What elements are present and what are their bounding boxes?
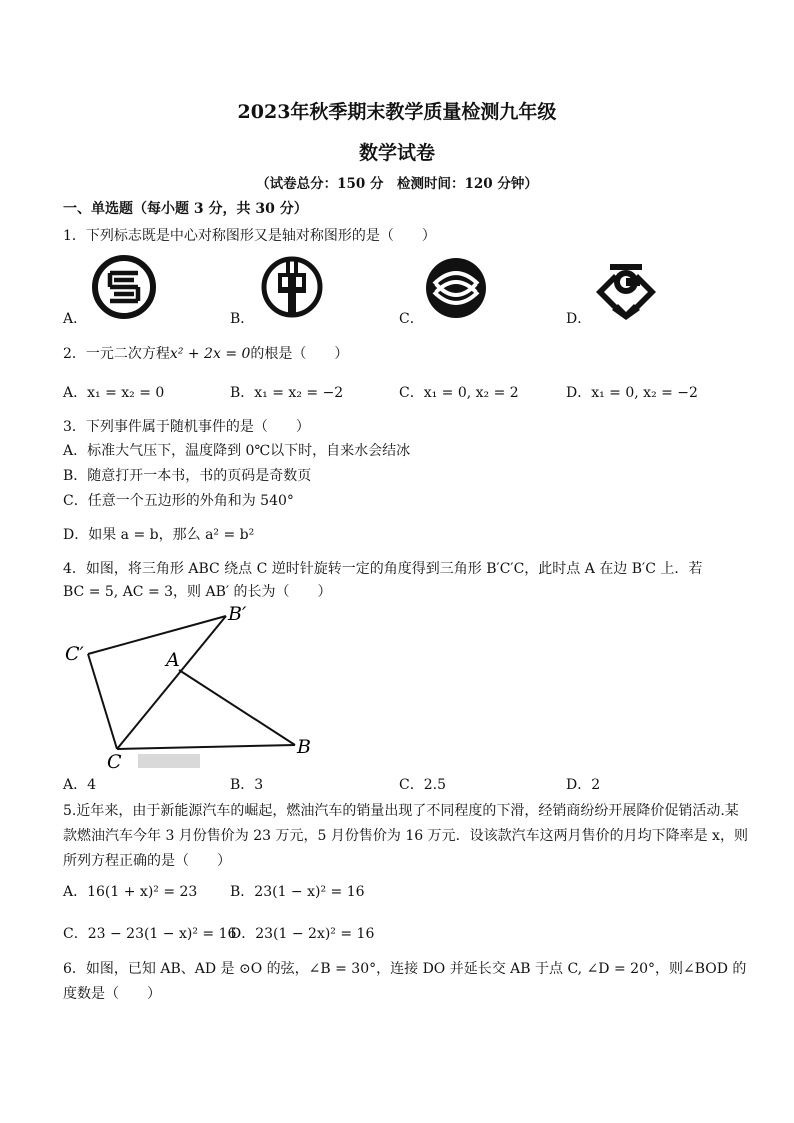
page-subtitle: 数学试卷	[358, 142, 435, 164]
exam-info: （试卷总分：150 分 检测时间：120 分钟）	[256, 176, 538, 192]
question-2-option-c[interactable]: C．x₁ = 0, x₂ = 2	[399, 385, 519, 401]
question-2-stem-prefix: 2．一元二次方程	[63, 346, 170, 362]
question-3-option-d[interactable]: D．如果 a = b，那么 a² = b²	[63, 527, 255, 543]
question-2-option-b[interactable]: B．x₁ = x₂ = −2	[230, 385, 344, 401]
question-1-option-c[interactable]: C．	[399, 311, 424, 327]
question-1-stem: 1．下列标志既是中心对称图形又是轴对称图形的是（ ）	[63, 228, 436, 244]
question-2-option-a[interactable]: A．x₁ = x₂ = 0	[63, 385, 165, 401]
question-2-stem-suffix: 的根是（ ）	[250, 346, 349, 362]
question-6-line-2: 度数是（ ）	[63, 986, 161, 1002]
segment-c-b	[117, 745, 295, 749]
question-4-option-a[interactable]: A．4	[63, 777, 97, 793]
logo-c-icon	[424, 256, 488, 320]
question-3-option-b[interactable]: B．随意打开一本书，书的页码是奇数页	[63, 468, 312, 484]
label-b: B	[297, 736, 311, 758]
question-3-option-a[interactable]: A．标准大气压下，温度降到 0℃以下时，自来水会结冰	[63, 443, 411, 459]
segment-c-prime-c	[88, 654, 117, 749]
question-1-option-a[interactable]: A．	[63, 311, 88, 327]
question-2-option-d[interactable]: D．x₁ = 0, x₂ = −2	[566, 385, 698, 401]
question-5-option-a[interactable]: A．16(1 + x)² = 23	[63, 884, 198, 900]
logo-a-icon	[90, 253, 158, 321]
question-4-option-c[interactable]: C．2.5	[399, 777, 446, 793]
label-c-prime: C′	[65, 643, 84, 665]
question-4-line-2: BC = 5, AC = 3，则 AB′ 的长为（ ）	[63, 584, 332, 600]
blurred-watermark	[138, 754, 200, 768]
question-5-option-c[interactable]: C．23 − 23(1 − x)² = 16	[63, 926, 237, 942]
segment-c-prime-b-prime	[88, 616, 226, 654]
question-5-line-2: 款燃油汽车今年 3 月份售价为 23 万元，5 月份售价为 16 万元．设该款汽车这两月售价的月均下降率是 x，则	[63, 828, 748, 844]
question-5-option-d[interactable]: D．23(1 − 2x)² = 16	[230, 926, 375, 942]
question-4-option-d[interactable]: D．2	[566, 777, 601, 793]
question-4-figure	[60, 598, 330, 773]
question-3-stem: 3．下列事件属于随机事件的是（ ）	[63, 419, 310, 435]
question-2-stem	[63, 343, 348, 363]
question-5-line-3: 所列方程正确的是（ ）	[63, 853, 231, 869]
segment-a-b	[179, 670, 295, 745]
question-6-line-1: 6．如图，已知 AB、AD 是 ⊙O 的弦，∠B = 30°，连接 DO 并延长交 AB 于点 C, ∠D = 20°，则∠BOD 的	[63, 961, 747, 977]
question-2-equation: x² + 2x = 0	[169, 346, 251, 362]
page-title: 2023年秋季期末教学质量检测九年级	[237, 101, 557, 123]
question-5-line-1: 5.近年来，由于新能源汽车的崛起，燃油汽车的销量出现了不同程度的下滑，经销商纷纷开展降价促销活动.某	[63, 803, 739, 819]
logo-b-icon	[258, 253, 326, 321]
question-4-line-1: 4．如图，将三角形 ABC 绕点 C 逆时针旋转一定的角度得到三角形 B′C′C，此时点 A 在边 B′C 上．若	[63, 561, 703, 577]
question-5-option-b[interactable]: B．23(1 − x)² = 16	[230, 884, 365, 900]
section-heading: 一、单选题（每小题 3 分，共 30 分）	[63, 201, 308, 217]
label-a: A	[166, 649, 180, 671]
question-1-option-b[interactable]: B．	[230, 311, 255, 327]
question-4-option-b[interactable]: B．3	[230, 777, 264, 793]
segment-c-b-prime	[117, 616, 226, 749]
logo-d-icon	[594, 262, 658, 320]
label-b-prime: B′	[228, 603, 247, 625]
question-1-option-d[interactable]: D．	[566, 311, 592, 327]
question-3-option-c[interactable]: C．任意一个五边形的外角和为 540°	[63, 493, 294, 509]
label-c: C	[107, 751, 122, 773]
